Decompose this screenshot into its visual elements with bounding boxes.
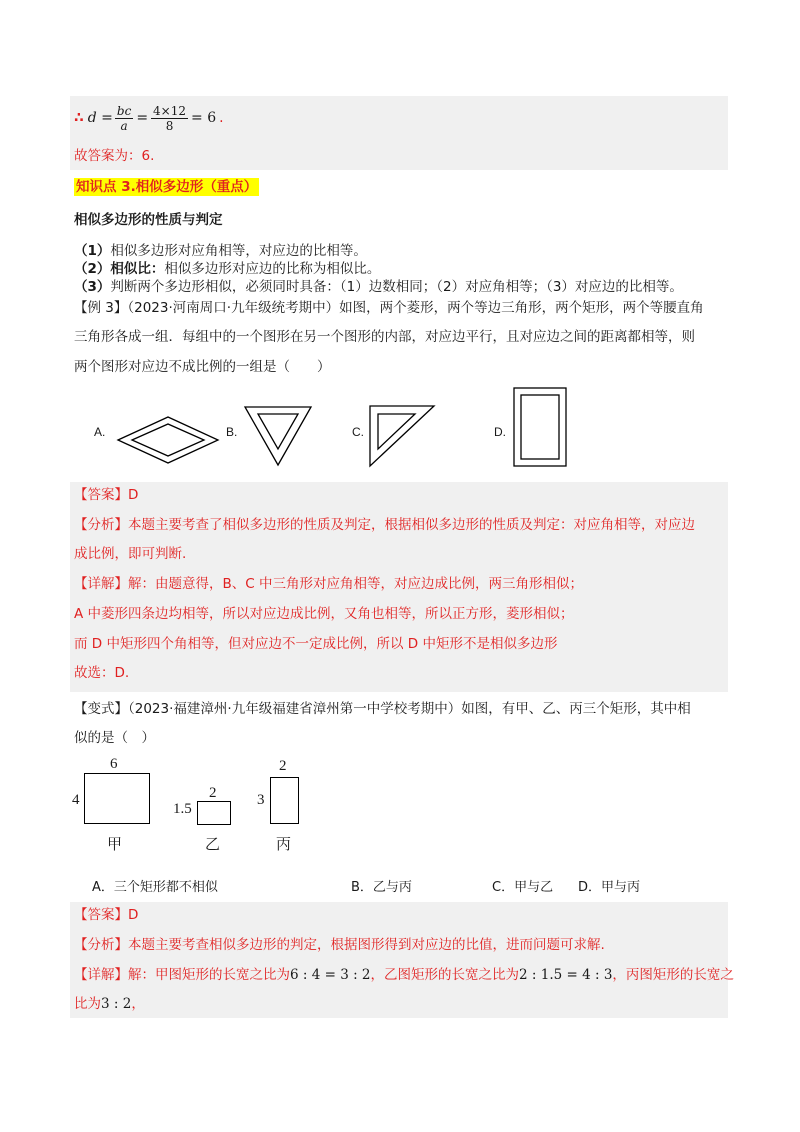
subheading: 相似多边形的性质与判定 xyxy=(74,212,223,228)
yi-left-label: 1.5 xyxy=(173,801,192,817)
analysis-text: 本题主要考查相似多边形的判定，根据图形得到对应边的比值，进而问题可求解. xyxy=(128,937,605,953)
item-text: 相似多边形对应边的比称为相似比。 xyxy=(164,261,381,277)
yi-top-label: 2 xyxy=(209,785,217,801)
ratio-1: 6 : 4 = 3 : 2 xyxy=(290,967,371,983)
variant-line1: 【变式】（2023·福建漳州·九年级福建省漳州第一中学校考期中）如图，有甲、乙、丙三个矩形，其中相 xyxy=(74,701,691,717)
item-number: （3） xyxy=(74,279,111,295)
item-number: （1） xyxy=(74,243,111,259)
example3-line3: 两个图形对应边不成比例的一组是（ ） xyxy=(74,359,331,375)
property-3 xyxy=(74,277,683,297)
analysis-text: 本题主要考查了相似多边形的性质及判定，根据相似多边形的性质及判定：对应角相等，对应边 xyxy=(128,517,695,533)
fraction-4x12-over-8 xyxy=(151,104,188,133)
option-c-label: C. xyxy=(352,425,364,439)
eq-period: . xyxy=(219,110,224,126)
ex3-detail-line4: 故选：D. xyxy=(74,665,130,681)
detail-text-a: 解：甲图矩形的长宽之比为 xyxy=(128,967,290,983)
fraction-numerator: 4×12 xyxy=(153,103,187,118)
therefore-symbol: ∴ xyxy=(74,110,84,126)
yi-caption: 乙 xyxy=(205,837,221,853)
item-bold: 相似比： xyxy=(110,261,165,277)
answer-block-variant xyxy=(70,902,728,1018)
fraction-bc-over-a xyxy=(115,104,133,133)
variant-detail-line2 xyxy=(74,994,145,1014)
analysis-tag: 【分析】 xyxy=(74,937,128,953)
ex3-analysis-line2: 成比例，即可判断. xyxy=(74,546,187,562)
analysis-tag: 【分析】 xyxy=(74,517,128,533)
fraction-denominator: 8 xyxy=(165,118,174,133)
fraction-numerator: bc xyxy=(116,103,132,118)
eq-result: = 6 xyxy=(191,110,217,126)
example3-line2: 三角形各成一组．每组中的一个图形在另一个图形的内部，对应边平行，且对应边之间的距离都相等，则 xyxy=(74,329,695,345)
ex3-analysis-line1 xyxy=(74,515,695,535)
ex3-detail-line1 xyxy=(74,574,583,594)
answer-text: 故答案为：6. xyxy=(74,148,155,164)
ratio-3: 3 : 2 xyxy=(101,996,132,1012)
item-text: 相似多边形对应角相等，对应边的比相等。 xyxy=(110,243,367,259)
detail-tag: 【详解】 xyxy=(74,967,128,983)
outer-rectangle xyxy=(514,388,566,466)
rectangle-bing xyxy=(270,777,299,824)
triangle-figure xyxy=(243,405,313,467)
fraction-denominator: a xyxy=(120,118,128,133)
section-heading-text: 知识点 3.相似多边形（重点） xyxy=(76,179,258,195)
bing-top-label: 2 xyxy=(279,758,287,774)
detail-text-d: 比为 xyxy=(74,996,101,1012)
property-1 xyxy=(74,241,367,261)
detail-text: 解：由题意得，B、C 中三角形对应角相等，对应边成比例，两三角形相似； xyxy=(128,576,583,592)
ratio-2: 2 : 1.5 = 4 : 3 xyxy=(519,967,613,983)
detail-text-c: ，丙图矩形的长宽之 xyxy=(612,967,734,983)
choice-c: C．甲与乙 xyxy=(492,880,554,895)
inner-triangle xyxy=(258,414,298,449)
rectangle-yi xyxy=(197,801,231,825)
inner-right-triangle xyxy=(378,414,415,449)
choice-a: A．三个矩形都不相似 xyxy=(92,880,218,895)
rhombus-figure xyxy=(116,414,220,466)
choice-d: D．甲与丙 xyxy=(578,880,641,895)
option-a-label: A. xyxy=(94,425,106,439)
section-heading xyxy=(74,177,259,197)
rectangle-jia xyxy=(84,773,150,824)
eq-d: d = xyxy=(87,110,113,126)
item-text: 判断两个多边形相似，必须同时具备：（1）边数相同；（2）对应角相等；（3）对应边的比相等。 xyxy=(110,279,683,295)
choice-b: B．乙与丙 xyxy=(351,880,412,895)
outer-triangle xyxy=(245,407,311,465)
option-b-label: B. xyxy=(226,425,238,439)
jia-caption: 甲 xyxy=(107,837,123,853)
jia-top-label: 6 xyxy=(110,756,118,772)
option-d-label: D. xyxy=(494,425,506,439)
inner-rectangle xyxy=(521,395,559,459)
eq-sign: = xyxy=(136,110,149,126)
ex3-answer: 【答案】D xyxy=(74,487,139,503)
right-triangle-figure xyxy=(368,404,436,468)
variant-answer: 【答案】D xyxy=(74,907,139,923)
detail-text-b: ，乙图矩形的长宽之比为 xyxy=(370,967,520,983)
detail-text-e: ， xyxy=(131,996,145,1012)
item-number: （2） xyxy=(74,261,111,277)
ex3-detail-line3: 而 D 中矩形四个角相等，但对应边不一定成比例，所以 D 中矩形不是相似多边形 xyxy=(74,636,558,652)
outer-right-triangle xyxy=(370,406,434,466)
equation-line xyxy=(74,100,224,136)
example3-line1: 【例 3】（2023·河南周口·九年级统考期中）如图，两个菱形，两个等边三角形，两个矩形，两个等腰直角 xyxy=(74,300,704,316)
detail-tag: 【详解】 xyxy=(74,576,128,592)
variant-detail-line1 xyxy=(74,965,734,985)
variant-line2: 似的是（ ） xyxy=(74,730,155,746)
ex3-detail-line2: A 中菱形四条边均相等，所以对应边成比例，又角也相等，所以正方形，菱形相似； xyxy=(74,606,574,622)
rectangle-figure xyxy=(513,387,567,467)
jia-left-label: 4 xyxy=(72,792,80,808)
bing-caption: 丙 xyxy=(276,837,292,853)
bing-left-label: 3 xyxy=(257,792,265,808)
variant-analysis xyxy=(74,935,605,955)
property-2 xyxy=(74,259,380,279)
